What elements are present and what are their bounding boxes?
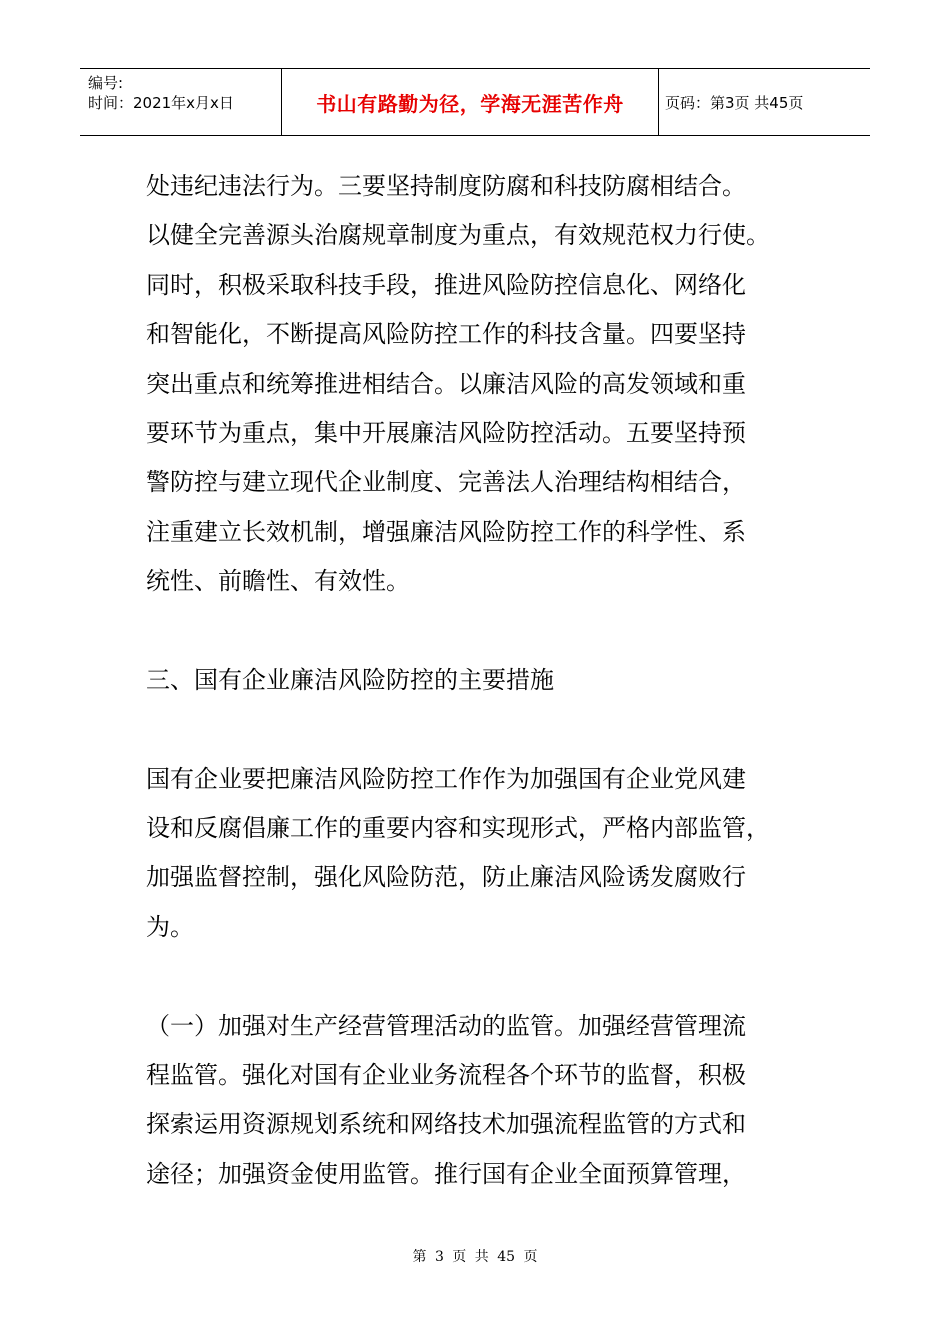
document-body [146, 162, 806, 1199]
page-footer: 第 3 页 共 45 页 [412, 1249, 538, 1265]
document-number-label: 编号: [88, 74, 124, 92]
text-line: 要环节为重点，集中开展廉洁风险防控活动。五要坚持预 [146, 418, 746, 447]
text-line: 途径；加强资金使用监管。推行国有企业全面预算管理， [146, 1159, 746, 1188]
header-divider [658, 69, 659, 135]
paragraph-2 [146, 755, 806, 953]
text-line: 以健全完善源头治腐规章制度为重点，有效规范权力行使。 [146, 221, 770, 250]
page-header [80, 68, 870, 136]
document-time-label: 时间：2021年x月x日 [88, 94, 234, 112]
header-page-info: 页码：第3页 共45页 [665, 93, 804, 112]
text-line: 为。 [146, 912, 194, 941]
text-line: 探索运用资源规划系统和网络技术加强流程监管的方式和 [146, 1110, 746, 1139]
paragraph-gap [146, 952, 806, 1001]
text-line: 设和反腐倡廉工作的重要内容和实现形式，严格内部监管， [146, 814, 770, 843]
text-line: 国有企业要把廉洁风险防控工作作为加强国有企业党风建 [146, 764, 746, 793]
text-line: 统性、前瞻性、有效性。 [146, 567, 410, 596]
paragraph-1 [146, 162, 806, 607]
header-motto: 书山有路勤为径，学海无涯苦作舟 [316, 91, 624, 116]
text-line: 警防控与建立现代企业制度、完善法人治理结构相结合， [146, 468, 746, 497]
text-line: （一）加强对生产经营管理活动的监管。加强经营管理流 [146, 1011, 746, 1040]
section-heading: 三、国有企业廉洁风险防控的主要措施 [146, 665, 554, 694]
paragraph-3 [146, 1002, 806, 1200]
text-line: 加强监督控制，强化风险防范，防止廉洁风险诱发腐败行 [146, 863, 746, 892]
text-line: 处违纪违法行为。三要坚持制度防腐和科技防腐相结合。 [146, 172, 746, 200]
text-line: 和智能化，不断提高风险防控工作的科技含量。四要坚持 [146, 320, 746, 349]
text-line: 程监管。强化对国有企业业务流程各个环节的监督，积极 [146, 1061, 746, 1090]
text-line: 突出重点和统筹推进相结合。以廉洁风险的高发领域和重 [146, 369, 746, 398]
text-line: 同时，积极采取科技手段，推进风险防控信息化、网络化 [146, 270, 746, 299]
text-line: 注重建立长效机制，增强廉洁风险防控工作的科学性、系 [146, 517, 746, 546]
header-meta [88, 73, 234, 113]
paragraph-gap [146, 607, 806, 656]
paragraph-gap [146, 705, 806, 754]
